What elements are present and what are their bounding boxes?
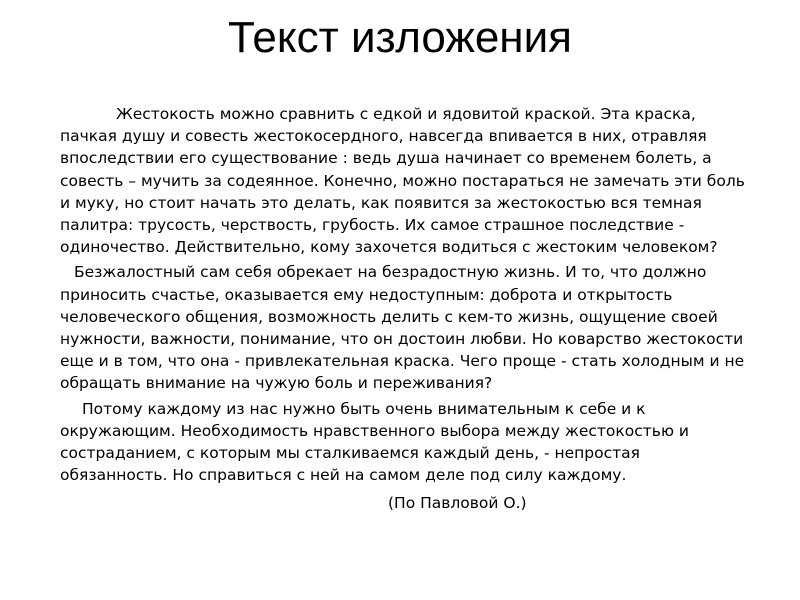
paragraph-1: Жестокость можно сравнить с едкой и ядовитой краской. Эта краска, пачкая душу и совесть жестокосердного, навсегда впивается в них, отравляя впоследствии его существование : ведь душа начинает со временем болеть, а совесть – мучить за содеянное. Конечно, можно постараться не замечать эти боль и муку, но стоит начать это делать, как появится за жестокостью вся темная палитра: трусость, черствость, грубость. Их самое страшное последствие - одиночество. Действительно, кому захочется водиться с жестоким человеком? — [60, 105, 745, 257]
body-text — [60, 103, 750, 515]
paragraph-2: Безжалостный сам себя обрекает на безрадостную жизнь. И то, что должно приносить счастье, оказывается ему недоступным: доброта и открытость человеческого общения, возможность делить с кем-то жизнь, ощущение своей нужности, важности, понимание, что он достоин любви. Но коварство жестокости еще и в том, что она - привлекательная краска. Чего проще - стать холодным и не обращать внимание на чужую боль и переживания? — [60, 263, 745, 393]
author-attribution: (По Павловой О.) — [388, 494, 527, 513]
paragraph-3: Потому каждому из нас нужно быть очень внимательным к себе и к окружающим. Необходимость нравственного выбора между жестокостью и состраданием, с которым мы сталкиваемся каждый день, - непростая обязанность. Но справиться с ней на самом деле под силу каждому. — [60, 399, 689, 485]
slide-title: Текст изложения — [227, 13, 572, 62]
